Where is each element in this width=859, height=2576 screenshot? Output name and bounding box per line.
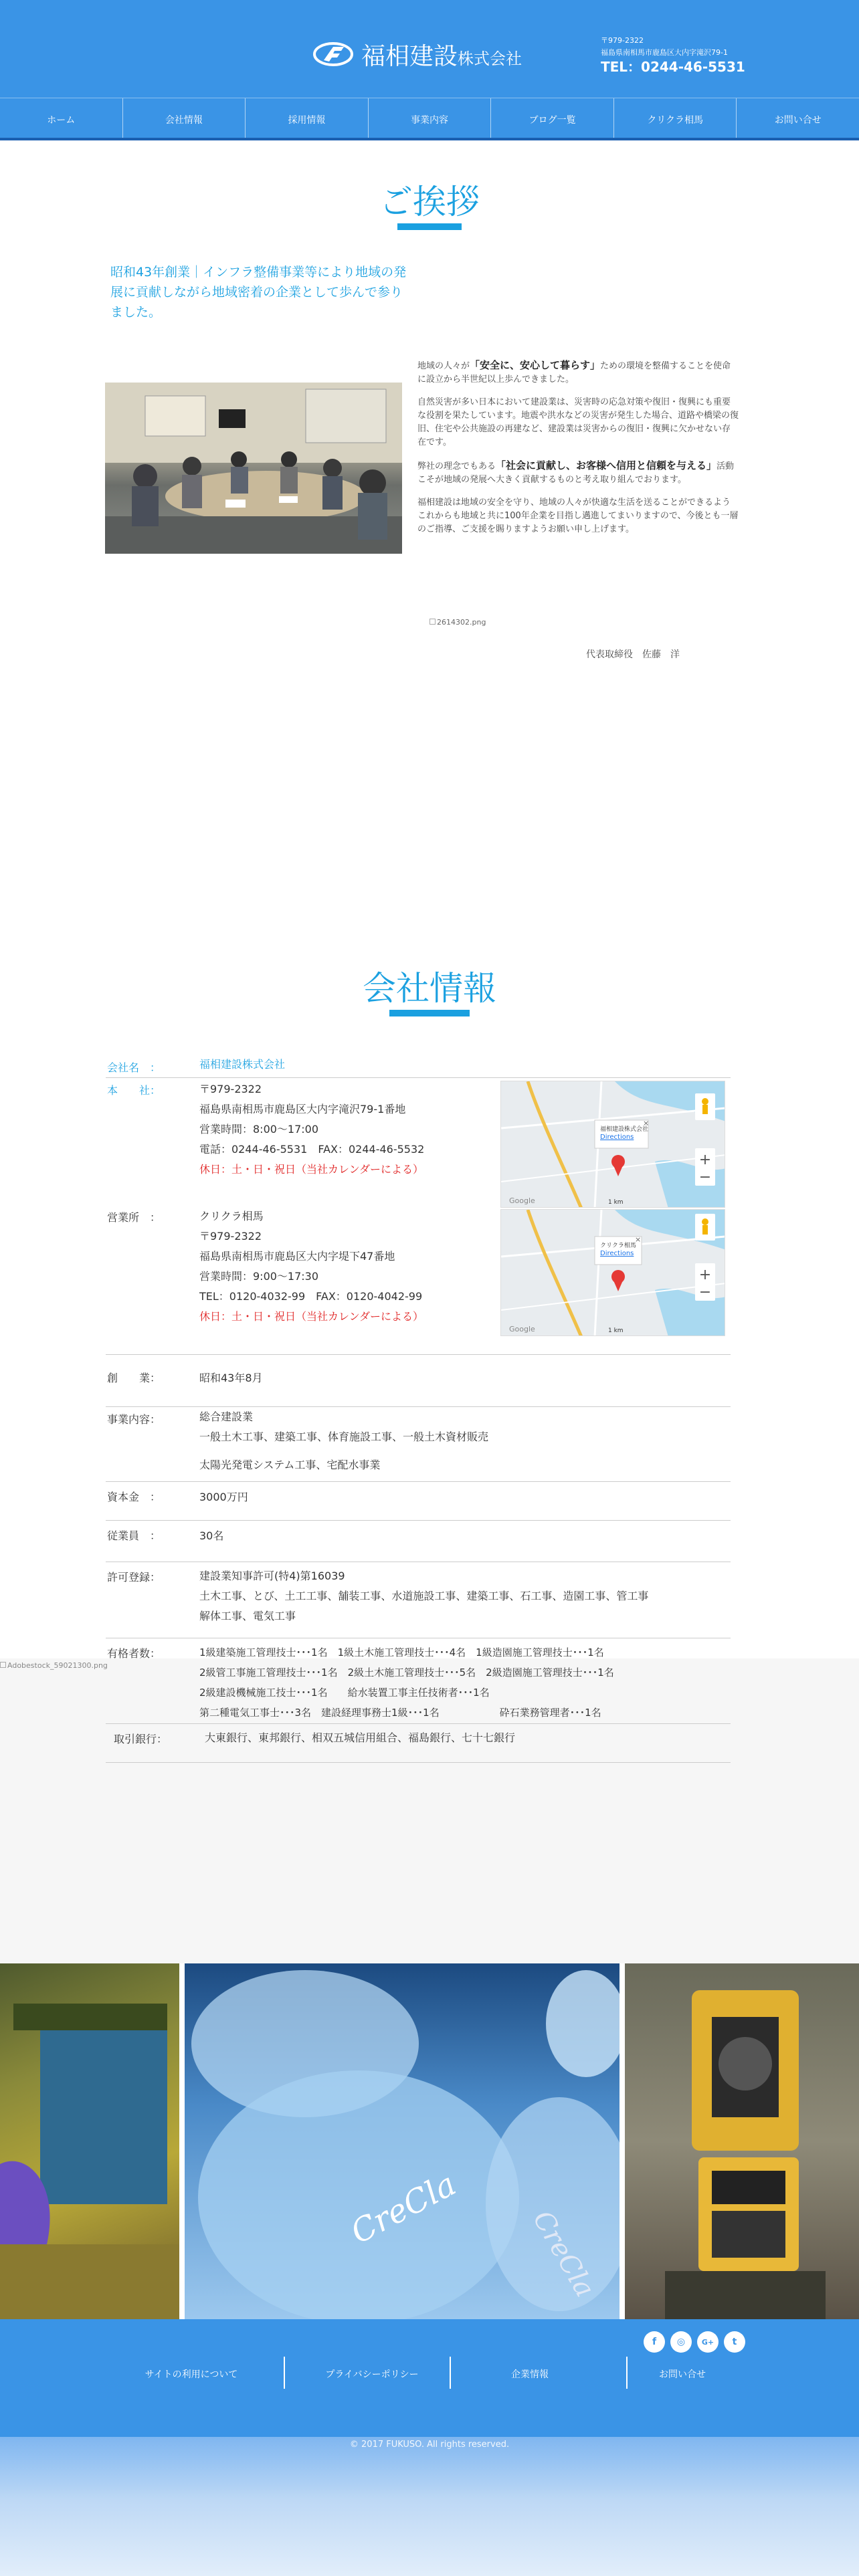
company-name-value: 福相建設株式会社 — [199, 1058, 286, 1071]
business-line-3: 太陽光発電システム工事、宅配水事業 — [199, 1459, 381, 1471]
page-bottom-background — [0, 2437, 859, 2576]
branch-map-label: クリクラ相馬 — [600, 1243, 636, 1249]
greeting-title: ご挨拶 — [379, 183, 480, 221]
greeting-p3-a: 弊社の理念でもある — [417, 461, 496, 471]
svg-text:+: + — [698, 1152, 712, 1168]
header-zip: 〒979-2322 — [601, 36, 644, 45]
greeting-paragraph-2: 自然災害が多い日本において建設業は、災害時の応急対策や復旧・復興にも重要な役割を果たしています。地震や洪水などの災害が発生した場合、道路や橋梁の復旧、住宅や公共施設の再建など、建設業は災害からの復旧・復興に欠かせない存在です。 — [417, 397, 739, 447]
meeting-photo — [105, 383, 402, 554]
greeting-p1-emphasis: 「安全に、安心して暮らす」 — [470, 359, 601, 371]
nav-blog[interactable]: ブログ一覧 — [491, 98, 614, 140]
svg-text:Google: Google — [509, 1325, 535, 1333]
branch-name: クリクラ相馬 — [199, 1210, 264, 1222]
company-name-label: 会社名 ： — [107, 1061, 161, 1074]
greeting-paragraph-4: 福相建設は地域の安全を守り、地域の人々が快適な生活を送ることができるようこれからも地域と共に100年企業を目指し邁進してまいりますので、今後とも一層のご指導、ご支援を賜りますようお願い申し上げます。 — [417, 498, 739, 534]
hq-holiday: 休日：土・日・祝日（当社カレンダーによる） — [199, 1163, 423, 1176]
hq-map-scale: 1 km — [608, 1199, 624, 1206]
svg-text:−: − — [698, 1169, 712, 1186]
greeting-p3-emphasis: 「社会に貢献し、お客様へ信用と信頼を与える」 — [496, 459, 717, 471]
facebook-icon[interactable]: f — [644, 2331, 665, 2353]
row-company-name — [106, 1058, 731, 1078]
hq-map-graphic — [501, 1081, 725, 1208]
company-name[interactable] — [361, 37, 522, 72]
tech-image-alt-text: Adobestock_59021300.png — [7, 1661, 108, 1670]
branch-map-close-icon[interactable]: × — [635, 1235, 642, 1244]
bank-label: 取引銀行： — [114, 1733, 168, 1745]
hq-map-label: 福相建設株式会社 — [600, 1126, 649, 1133]
meeting-photo-illustration — [105, 383, 402, 554]
greeting-p1-a: 地域の人々が — [417, 361, 470, 371]
qualification-line-4: 第二種電気工事士･･･3名 建設経理事務士1級･･･1名 砕石業務管理者･･･1名 — [199, 1707, 601, 1719]
branch-address: 福島県南相馬市鹿島区大内字堤下47番地 — [199, 1250, 395, 1263]
greeting-lead: 昭和43年創業｜インフラ整備事業等により地域の発展に貢献しながら地域密着の企業として歩んで参りました。 — [110, 265, 407, 320]
nav-crecla[interactable]: クリクラ相馬 — [614, 98, 737, 140]
capital-value: 3000万円 — [199, 1491, 248, 1503]
qualifications-details — [199, 1642, 614, 1723]
greeting-paragraph-1 — [417, 358, 739, 387]
company-title-bar — [389, 1010, 470, 1016]
company-suffix: 株式会社 — [458, 49, 522, 68]
hq-zip: 〒979-2322 — [199, 1083, 262, 1095]
footer-link-site-terms[interactable]: サイトの利用について — [145, 2369, 238, 2380]
signature-image-alt — [430, 618, 486, 627]
row-qualifications — [106, 1638, 731, 1724]
row-staff — [106, 1521, 731, 1562]
qualification-line-3: 2級建設機械施工技士･･･1名 給水装置工事主任技術者･･･1名 — [199, 1687, 490, 1699]
svg-text:Google: Google — [509, 1196, 535, 1205]
business-line-1: 総合建設業 — [199, 1410, 254, 1423]
qualifications-label: 有格者数： — [107, 1647, 161, 1660]
company-name-text: 福相建設 — [361, 43, 458, 70]
nav-business[interactable]: 事業内容 — [369, 98, 492, 140]
hq-map-directions-link[interactable]: Directions — [600, 1134, 634, 1141]
qualification-line-1: 1級建築施工管理技士･･･1名 1級土木施工管理技士･･･4名 1級造園施工管理技士･･･1名 — [199, 1646, 604, 1658]
surveying-instrument-photo — [625, 1963, 859, 2319]
branch-hours: 営業時間：9:00〜17:30 — [199, 1270, 319, 1283]
capital-label: 資本金 ： — [107, 1491, 161, 1503]
nav-contact[interactable]: お問い合せ — [774, 114, 822, 126]
greeting-body — [417, 358, 739, 546]
copyright: © 2017 FUKUSO. All rights reserved. — [349, 2440, 510, 2450]
branch-details — [199, 1206, 423, 1327]
photo-strip — [0, 1963, 859, 2319]
nav-home[interactable]: ホーム — [0, 98, 123, 140]
header-address: 福島県南相馬市鹿島区大内字滝沢79-1 — [601, 48, 728, 57]
nav-recruit[interactable]: 採用情報 — [246, 98, 369, 140]
svg-text:CreCla: CreCla — [527, 2206, 601, 2302]
hq-map[interactable] — [500, 1081, 725, 1208]
row-branch — [106, 1209, 731, 1355]
greeting-p3-c: 活動こそが地域の発展へ大きく貢献するものと考え取り組んでおります。 — [417, 461, 735, 485]
branch-map-directions-link[interactable]: Directions — [600, 1250, 634, 1257]
greeting-title-bar — [397, 223, 462, 230]
footer-link-contact[interactable]: お問い合せ — [659, 2369, 706, 2380]
broken-image-icon — [430, 619, 436, 625]
founded-value: 昭和43年8月 — [199, 1372, 263, 1384]
surveying-instrument-illustration — [625, 1963, 859, 2319]
row-capital — [106, 1482, 731, 1521]
branch-holiday: 休日：土・日・祝日（当社カレンダーによる） — [199, 1310, 423, 1323]
hq-label: 本 社： — [107, 1084, 161, 1097]
row-founded — [106, 1363, 731, 1407]
bank-value: 大東銀行、東邦銀行、相双五城信用組合、福島銀行、七十七銀行 — [205, 1731, 516, 1744]
company-title: 会社情報 — [363, 969, 496, 1008]
footer-link-company[interactable]: 企業情報 — [511, 2369, 549, 2380]
license-line-3: 解体工事、電気工事 — [199, 1610, 296, 1622]
broken-image-icon — [0, 1662, 6, 1668]
license-details — [199, 1566, 648, 1626]
greeting-p1-c: ための環境を整備することを使命に設立から半世紀以上歩んできました。 — [417, 361, 731, 385]
construction-worker-photo — [0, 1963, 179, 2319]
license-line-2: 土木工事、とび、土工工事、舗装工事、水道施設工事、建築工事、石工事、造園工事、管工事 — [199, 1590, 649, 1602]
branch-label: 営業所 ： — [107, 1211, 161, 1224]
hq-phone: 電話：0244-46-5531 FAX：0244-46-5532 — [199, 1143, 425, 1156]
company-logo-icon[interactable] — [313, 41, 353, 67]
nav-company[interactable]: 会社情報 — [123, 98, 246, 140]
branch-map-graphic — [501, 1210, 725, 1336]
hq-details — [199, 1079, 424, 1180]
row-headquarters — [106, 1079, 731, 1208]
construction-worker-illustration — [0, 1963, 179, 2319]
header-tel: TEL：0244-46-5531 — [601, 59, 745, 75]
svg-text:+: + — [698, 1267, 712, 1283]
row-license — [106, 1562, 731, 1638]
svg-text:−: − — [698, 1284, 712, 1301]
row-bank — [106, 1724, 731, 1763]
water-bottles-photo — [185, 1963, 619, 2319]
hq-hours: 営業時間：8:00〜17:00 — [199, 1123, 319, 1136]
hq-address: 福島県南相馬市鹿島区大内字滝沢79-1番地 — [199, 1103, 406, 1115]
license-label: 許可登録： — [107, 1571, 161, 1584]
license-line-1: 建設業知事許可(特4)第16039 — [199, 1570, 345, 1582]
google-plus-icon[interactable]: G+ — [697, 2331, 719, 2353]
tech-image-alt — [0, 1661, 108, 1670]
branch-map[interactable] — [500, 1209, 725, 1336]
branch-phone: TEL：0120-4032-99 FAX：0120-4042-99 — [199, 1290, 423, 1303]
nav-underline — [0, 138, 859, 140]
greeting-paragraph-3 — [417, 459, 739, 487]
business-details — [199, 1407, 488, 1475]
qualification-line-2: 2級管工事施工管理技士･･･1名 2級土木施工管理技士･･･5名 2級造園施工管理技士･･･1名 — [199, 1667, 614, 1679]
svg-text:CreCla: CreCla — [345, 2165, 462, 2252]
staff-value: 30名 — [199, 1529, 224, 1542]
founded-label: 創 業： — [107, 1372, 161, 1384]
twitter-icon[interactable]: t — [724, 2331, 745, 2353]
business-label: 事業内容： — [107, 1413, 161, 1426]
main-nav — [0, 98, 859, 140]
signature-alt-text: 2614302.png — [437, 618, 486, 627]
water-bottles-illustration — [185, 1963, 619, 2319]
staff-label: 従業員 ： — [107, 1529, 161, 1542]
hq-map-close-icon[interactable]: × — [643, 1119, 650, 1128]
branch-zip: 〒979-2322 — [199, 1230, 262, 1243]
ceo-name: 代表取締役 佐藤 洋 — [586, 649, 680, 660]
business-line-2: 一般土木工事、建築工事、体育施設工事、一般土木資材販売 — [199, 1430, 489, 1443]
footer-link-privacy[interactable]: プライバシーポリシー — [325, 2369, 419, 2380]
branch-map-scale: 1 km — [608, 1327, 624, 1334]
row-business — [106, 1407, 731, 1482]
instagram-icon[interactable]: ◎ — [670, 2331, 692, 2353]
